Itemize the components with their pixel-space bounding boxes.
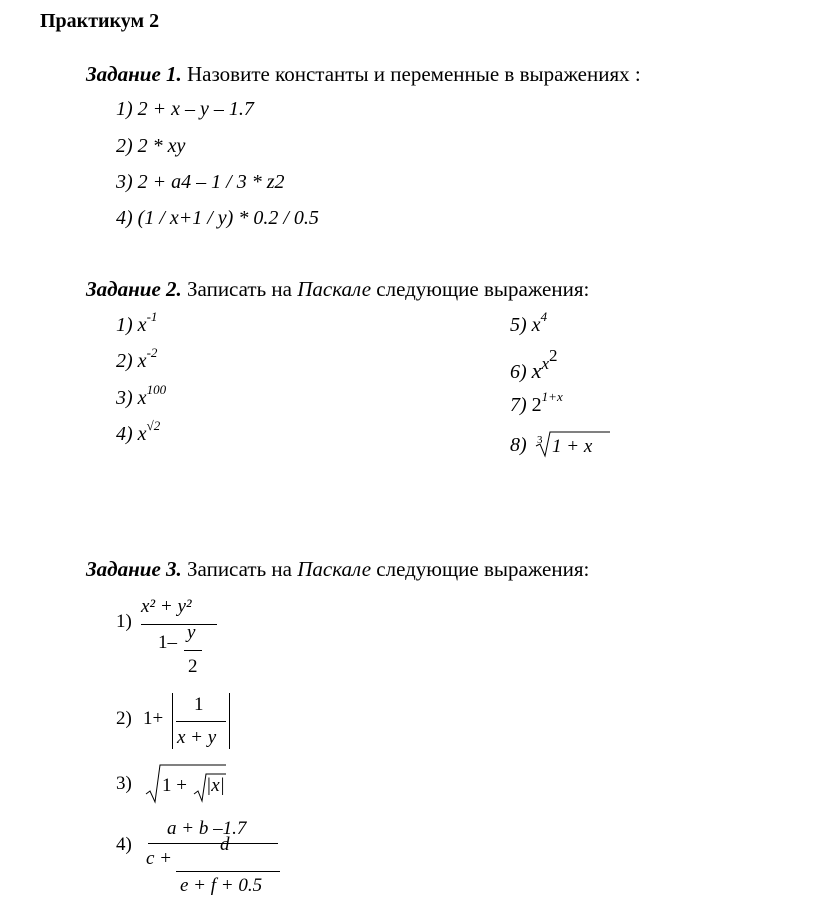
task3-f4-d: d — [220, 834, 230, 855]
cube-root-1-plus-x — [534, 428, 614, 462]
task3-text-before: Записать на — [181, 557, 298, 581]
task3-f3-num: 3) — [116, 773, 132, 794]
svg-text:3: 3 — [537, 434, 543, 446]
task3-f2-bottom: x + y — [177, 727, 217, 748]
task1-text: Назовите константы и переменные в выражениях : — [181, 62, 641, 86]
task3-f2-fraction-line — [176, 721, 226, 722]
task2-text-before: Записать на — [181, 277, 298, 301]
task2-item-3: 3) $x^{100}$ — [116, 382, 167, 409]
task3-f1-den-two: 2 — [188, 656, 198, 677]
task2-item-7: 7) $2^{1+x}$ — [510, 389, 563, 416]
task3-f4-c: c + — [146, 848, 173, 869]
task2-item-1: 1) $x^{-1}$ — [116, 309, 158, 336]
task3-f2-abs-right — [229, 693, 230, 749]
task3-f4-inner-line — [176, 871, 280, 872]
task1-item-2: 2) 2 * xy — [116, 135, 186, 157]
task3-f1-fraction-line — [141, 624, 217, 625]
page-title: Практикум 2 — [40, 10, 160, 32]
task3-f3-sqrt — [144, 760, 234, 804]
task1-heading — [86, 62, 641, 87]
task2-text-after: следующие выражения: — [371, 277, 590, 301]
task3-f4-top: a + b –1.7 — [167, 818, 247, 839]
svg-text:1 + x: 1 + x — [552, 436, 593, 457]
task2-item-4: 4) $x^{√2}$ — [116, 418, 161, 445]
task1-item-3: 3) 2 + a4 – 1 / 3 * z2 — [116, 171, 285, 193]
task3-text-after: следующие выражения: — [371, 557, 590, 581]
svg-text:|x|: |x| — [206, 775, 225, 796]
task3-f2-num: 2) — [116, 708, 132, 729]
task3-f2-lead: 1+ — [143, 708, 164, 729]
task2-item-6: 6) $x^{x2}$ — [510, 346, 558, 383]
task1-item-1: 1) 2 + x – y – 1.7 — [116, 98, 254, 120]
task2-item-5: 5) $x^4$ — [510, 309, 548, 336]
task2-item-2: 2) $x^{-2}$ — [116, 345, 158, 372]
task3-f2-abs-left — [172, 693, 173, 749]
task1-label: Задание 1. — [86, 62, 182, 86]
task2-label: Задание 2. — [86, 277, 182, 301]
task2-pascal: Паскале — [297, 277, 372, 301]
task3-f1-den-one: 1– — [158, 632, 177, 653]
task3-f1-inner-line — [184, 650, 202, 651]
task3-f1-numerator: x² + y² — [141, 596, 192, 617]
task3-f4-fraction-line — [148, 843, 278, 844]
task3-f4-num: 4) — [116, 834, 132, 855]
task2-heading — [86, 277, 589, 302]
task3-f1-num: 1) — [116, 611, 132, 632]
task3-label: Задание 3. — [86, 557, 182, 581]
task3-heading — [86, 557, 589, 582]
task3-pascal: Паскале — [297, 557, 372, 581]
task2-item-8: 8) — [510, 434, 527, 456]
task3-f2-top: 1 — [194, 694, 204, 715]
task3-f1-den-y: y — [187, 622, 196, 643]
task3-f4-bottom: e + f + 0.5 — [180, 875, 263, 896]
task1-item-4: 4) (1 / x+1 / y) * 0.2 / 0.5 — [116, 207, 319, 229]
svg-text:1 +: 1 + — [162, 775, 187, 796]
